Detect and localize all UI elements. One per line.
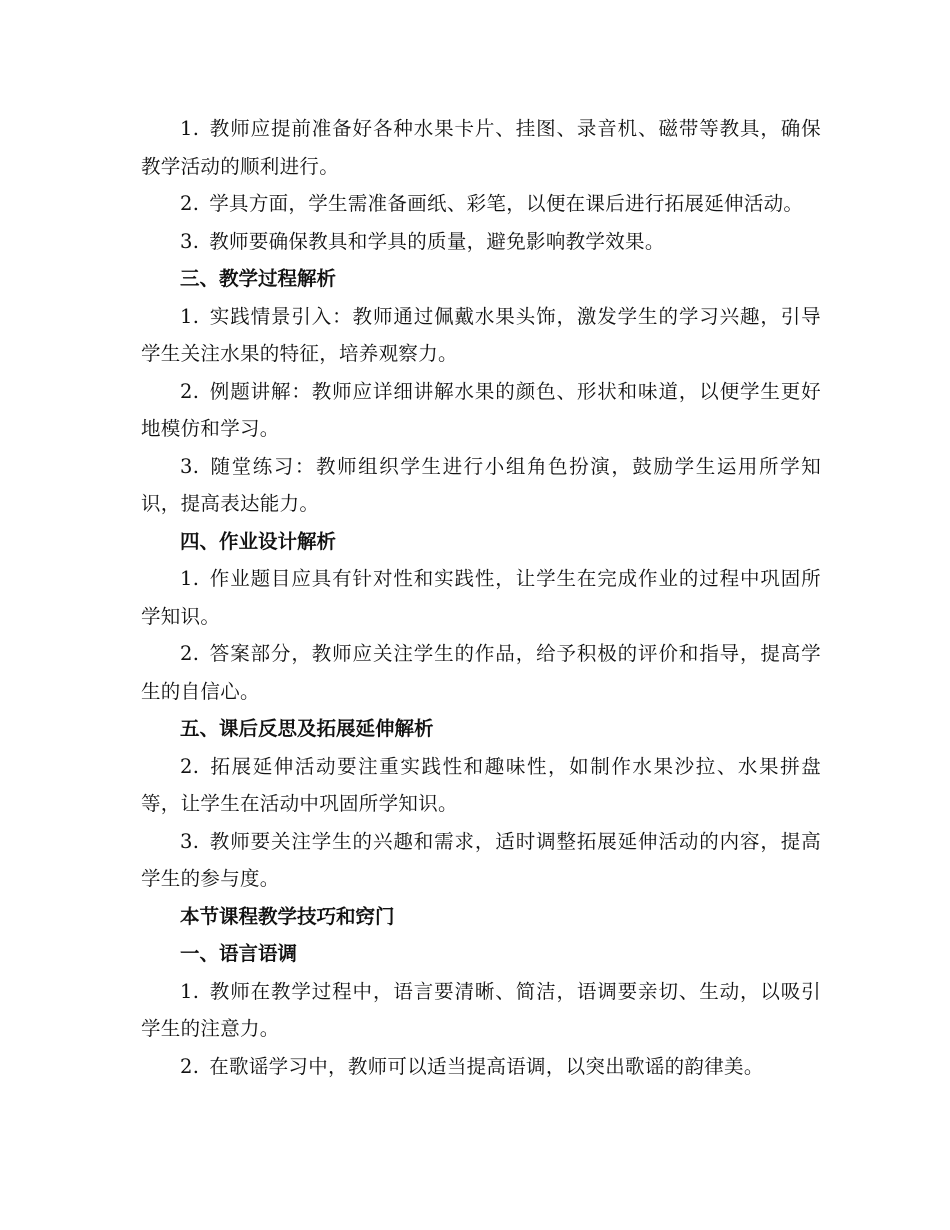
paragraph [141, 1048, 821, 1086]
paragraph-text: 拓展延伸活动要注重实践性和趣味性，如制作水果沙拉、水果拼盘等，让学生在活动中巩固所学知识。 [141, 754, 821, 815]
paragraph-text: 答案部分，教师应关注学生的作品，给予积极的评价和指导，提高学生的自信心。 [141, 642, 821, 703]
section-heading: 三、教学过程解析 [180, 267, 337, 290]
item-number: 3. [180, 829, 200, 853]
item-number: 1. [180, 117, 200, 140]
item-number: 3. [180, 229, 200, 253]
item-number: 2. [180, 379, 200, 403]
paragraph [141, 298, 821, 373]
paragraph [141, 448, 821, 523]
item-number: 1. [180, 567, 200, 590]
paragraph-text: 教师要确保教具和学具的质量，避免影响教学效果。 [209, 229, 665, 253]
section-heading: 四、作业设计解析 [180, 529, 337, 553]
paragraph-text: 随堂练习：教师组织学生进行小组角色扮演，鼓励学生运用所学知识，提高表达能力。 [141, 454, 821, 515]
paragraph-text: 作业题目应具有针对性和实践性，让学生在完成作业的过程中巩固所学知识。 [141, 567, 821, 628]
document-page [141, 110, 821, 1085]
paragraph-text: 例题讲解：教师应详细讲解水果的颜色、形状和味道，以便学生更好地模仿和学习。 [141, 379, 821, 440]
paragraph-text: 教师要关注学生的兴趣和需求，适时调整拓展延伸活动的内容，提高学生的参与度。 [141, 829, 821, 890]
section-heading: 五、课后反思及拓展延伸解析 [180, 717, 434, 740]
item-number: 2. [180, 642, 200, 665]
item-number: 2. [180, 192, 200, 215]
item-number: 1. [180, 304, 200, 328]
paragraph [141, 110, 821, 185]
paragraph [141, 973, 821, 1048]
paragraph-text: 教师在教学过程中，语言要清晰、简洁，语调要亲切、生动，以吸引学生的注意力。 [141, 979, 821, 1040]
paragraph [141, 635, 821, 710]
section-heading: 本节课程教学技巧和窍门 [180, 904, 395, 928]
item-number: 2. [180, 1054, 200, 1078]
paragraph-text: 教师应提前准备好各种水果卡片、挂图、录音机、磁带等教具，确保教学活动的顺利进行。 [141, 117, 821, 178]
item-number: 2. [180, 754, 200, 778]
paragraph-text: 在歌谣学习中，教师可以适当提高语调，以突出歌谣的韵律美。 [209, 1054, 764, 1078]
paragraph [141, 373, 821, 448]
paragraph [141, 560, 821, 635]
item-number: 1. [180, 979, 200, 1003]
paragraph [141, 185, 821, 223]
paragraph [141, 823, 821, 898]
paragraph-text: 实践情景引入：教师通过佩戴水果头饰，激发学生的学习兴趣，引导学生关注水果的特征，培养观察力。 [141, 304, 821, 365]
paragraph-text: 学具方面，学生需准备画纸、彩笔，以便在课后进行拓展延伸活动。 [209, 192, 804, 215]
paragraph [141, 748, 821, 823]
section-heading: 一、语言语调 [180, 942, 298, 965]
paragraph [141, 223, 821, 261]
item-number: 3. [180, 454, 200, 478]
